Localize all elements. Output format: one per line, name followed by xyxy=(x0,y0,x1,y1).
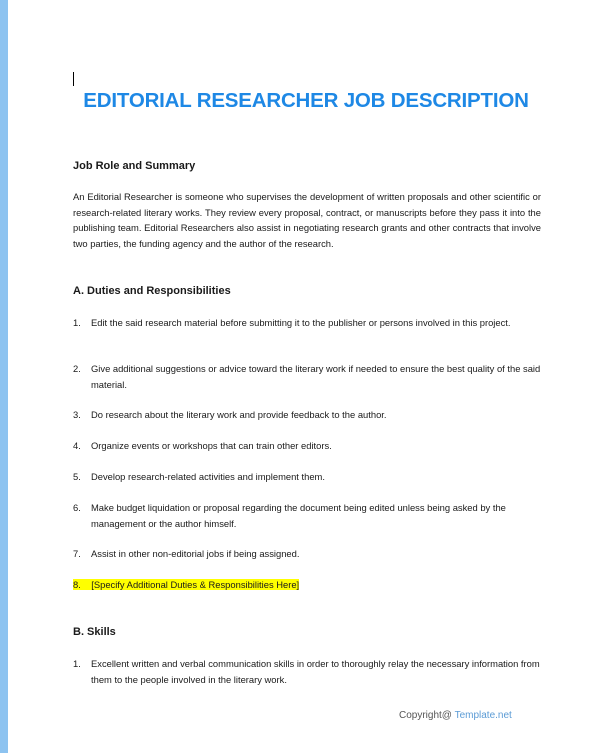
list-text: Assist in other non-editorial jobs if being assigned. xyxy=(91,548,300,559)
duty-item-4 xyxy=(73,438,543,454)
skills-heading: B. Skills xyxy=(73,626,116,638)
duties-heading: A. Duties and Responsibilities xyxy=(73,285,231,297)
list-number: 3. xyxy=(73,409,81,420)
list-number: 2. xyxy=(73,363,81,374)
duty-item-3 xyxy=(73,407,543,423)
list-text: Develop research-related activities and implement them. xyxy=(91,471,325,482)
text-cursor xyxy=(73,72,74,86)
role-summary-paragraph: An Editorial Researcher is someone who supervises the development of written proposals and other scientific or research-related literary works. They review every proposal, contract, or manuscripts before they pass it into the publishing team. Editorial Researchers also assist in negotiating research grants and other contracts that involve two parties, the funding agency and the author of the research. xyxy=(73,191,541,249)
list-number: 8. xyxy=(73,579,81,590)
footer-copyright: Copyright@ xyxy=(399,710,452,721)
list-text: Organize events or workshops that can train other editors. xyxy=(91,440,332,451)
duty-item-7 xyxy=(73,546,543,562)
list-number: 1. xyxy=(73,317,81,328)
list-text: Give additional suggestions or advice toward the literary work if needed to ensure the best quality of the said material. xyxy=(91,363,541,390)
list-number: 6. xyxy=(73,502,81,513)
placeholder-highlight[interactable] xyxy=(73,579,299,590)
duty-item-5 xyxy=(73,469,543,485)
duty-item-8-placeholder[interactable] xyxy=(73,577,543,593)
skill-item-1 xyxy=(73,656,543,687)
duty-item-1 xyxy=(73,315,543,331)
list-text: Edit the said research material before submitting it to the publisher or persons involved in this project. xyxy=(91,317,511,328)
list-text: Excellent written and verbal communication skills in order to thoroughly relay the necessary information from them to the people involved in the literary work. xyxy=(91,658,540,685)
duty-item-2 xyxy=(73,361,543,392)
footer-brand-link[interactable]: Template.net xyxy=(454,710,512,721)
list-text: Make budget liquidation or proposal regarding the document being edited unless being asked by the management or the author himself. xyxy=(91,502,506,529)
list-text: Do research about the literary work and provide feedback to the author. xyxy=(91,409,387,420)
list-number: 7. xyxy=(73,548,81,559)
list-text: [Specify Additional Duties & Responsibilities Here] xyxy=(91,579,300,590)
role-summary-heading: Job Role and Summary xyxy=(73,160,196,172)
footer-watermark xyxy=(399,710,512,721)
duty-item-6 xyxy=(73,500,543,531)
list-number: 1. xyxy=(73,658,81,669)
list-number: 5. xyxy=(73,471,81,482)
document-title: EDITORIAL RESEARCHER JOB DESCRIPTION xyxy=(83,89,529,112)
list-number: 4. xyxy=(73,440,81,451)
